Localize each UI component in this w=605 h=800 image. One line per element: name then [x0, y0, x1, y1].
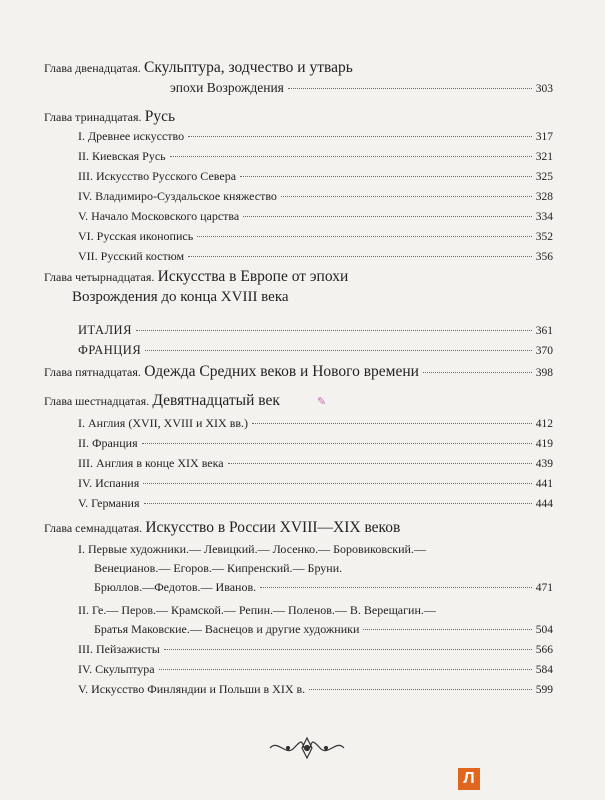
toc-entry[interactable] [44, 247, 553, 267]
chapter-label: Глава шестнадцатая. [44, 394, 150, 408]
toc-entry[interactable] [44, 578, 553, 598]
entry-title: IV. Испания [78, 476, 140, 490]
leader-dots [145, 350, 532, 351]
entry-title: I. Англия (XVII, XVIII и XIX вв.) [78, 416, 249, 430]
chapter-14 [44, 267, 553, 361]
leader-dots [188, 136, 532, 137]
toc-entry[interactable] [44, 494, 553, 514]
entry-title: VI. Русская иконопись [78, 229, 194, 243]
leader-dots [363, 629, 531, 630]
page-number: 471 [535, 582, 553, 594]
toc-entry[interactable] [44, 362, 553, 383]
leader-dots [281, 196, 532, 197]
entry-line: II. Ге.— Перов.— Крамской.— Репин.— Поленов.— В. Верещагин.— [78, 603, 436, 617]
leader-dots [243, 216, 532, 217]
chapter-title-continued: Возрождения до конца XVIII века [72, 289, 289, 305]
page-number: 566 [535, 644, 553, 656]
page-number: 412 [535, 418, 553, 430]
chapter-title: Одежда Средних веков и Нового времени [144, 363, 419, 380]
entry-line: I. Первые художники.— Левицкий.— Лосенко.— Боровиковский.— [78, 542, 426, 556]
toc-entry[interactable] [44, 321, 553, 341]
page-number: 444 [535, 498, 553, 510]
chapter-title: Девятнадцатый век [152, 392, 280, 409]
toc-entry[interactable] [44, 660, 553, 680]
chapter-label: Глава двенадцатая. [44, 61, 141, 75]
chapter-heading [44, 58, 553, 78]
chapter-title: Искусство в России XVIII—XIX веков [145, 519, 401, 536]
entry-title: V. Искусство Финляндии и Польши в XIX в. [78, 682, 306, 696]
toc-entry[interactable] [44, 640, 553, 660]
page-number: 328 [535, 191, 553, 203]
entry-title: V. Начало Московского царства [78, 209, 240, 223]
leader-dots [309, 689, 532, 690]
page-number: 317 [535, 131, 553, 143]
page-number: 361 [535, 325, 553, 337]
entry-title: ФРАНЦИЯ [78, 343, 142, 357]
leader-dots [188, 256, 532, 257]
leader-dots [159, 669, 532, 670]
toc-entry[interactable] [44, 434, 553, 454]
page-number: 303 [535, 83, 553, 95]
leader-dots [240, 176, 532, 177]
entry-title: Братья Маковские.— Васнецов и другие художники [94, 622, 360, 636]
entry-title: эпохи Возрождения [170, 80, 284, 95]
toc-entry[interactable] [44, 414, 553, 434]
page-number: 419 [535, 438, 553, 450]
toc-entry[interactable] [44, 187, 553, 207]
leader-dots [143, 483, 532, 484]
entry-title: II. Киевская Русь [78, 149, 166, 163]
entry-title: V. Германия [78, 496, 140, 510]
entry-title: III. Англия в конце XIX века [78, 456, 224, 470]
entry-title: IV. Владимиро-Суздальское княжество [78, 189, 277, 203]
chapter-label: Глава четырнадцатая. [44, 270, 155, 284]
page-number: 321 [535, 151, 553, 163]
page-number: 398 [535, 367, 553, 379]
pen-mark-icon: ✎ [317, 395, 327, 408]
entry-title: III. Пейзажисты [78, 642, 160, 656]
toc-entry[interactable] [44, 227, 553, 247]
leader-dots [144, 503, 532, 504]
leader-dots [228, 463, 532, 464]
chapter-title: Русь [144, 108, 176, 125]
chapter-label: Глава пятнадцатая. [44, 365, 141, 379]
leader-dots [170, 156, 532, 157]
chapter-12 [44, 58, 553, 99]
toc-entry[interactable] [44, 78, 553, 99]
chapter-heading [44, 107, 553, 127]
chapter-15 [44, 362, 553, 383]
leader-dots [142, 443, 532, 444]
toc-entry[interactable] [44, 127, 553, 147]
page-number: 599 [535, 684, 553, 696]
page-number: 352 [535, 231, 553, 243]
chapter-title: Скульптура, зодчество и утварь [144, 59, 353, 76]
chapter-label: Глава тринадцатая. [44, 110, 142, 124]
chapter-heading [44, 267, 553, 287]
entry-title: IV. Скульптура [78, 662, 155, 676]
leader-dots [197, 236, 532, 237]
toc-entry[interactable] [44, 474, 553, 494]
page-number: 356 [535, 251, 553, 263]
chapter-16 [44, 391, 553, 514]
toc-entry[interactable] [44, 147, 553, 167]
leader-dots [288, 88, 532, 89]
entry-title: Брюллов.—Федотов.— Иванов. [94, 580, 257, 594]
chapter-title: Искусства в Европе от эпохи [157, 268, 349, 285]
page-number: 370 [535, 345, 553, 357]
entry-title: VII. Русский костюм [78, 249, 185, 263]
leader-dots [260, 587, 532, 588]
toc-entry[interactable] [44, 167, 553, 187]
publisher-logo-icon: Л [458, 768, 480, 790]
chapter-label: Глава семнадцатая. [44, 521, 143, 535]
entry-line: Венецианов.— Егоров.— Кипренский.— Бруни. [94, 561, 343, 575]
leader-dots [252, 423, 532, 424]
page-number: 334 [535, 211, 553, 223]
toc-entry[interactable] [44, 341, 553, 361]
toc-entry[interactable] [44, 207, 553, 227]
leader-dots [423, 372, 532, 373]
entry-title: ИТАЛИЯ [78, 323, 132, 337]
entry-title: III. Искусство Русского Севера [78, 169, 237, 183]
entry-title: II. Франция [78, 436, 138, 450]
entry-title: I. Древнее искусство [78, 129, 185, 143]
toc-entry[interactable] [44, 454, 553, 474]
page-number: 441 [535, 478, 553, 490]
page-number: 584 [535, 664, 553, 676]
chapter-13 [44, 107, 553, 267]
page-number: 439 [535, 458, 553, 470]
leader-dots [164, 649, 532, 650]
leader-dots [136, 330, 532, 331]
chapter-heading [44, 518, 553, 538]
page-number: 504 [535, 624, 553, 636]
chapter-17 [44, 518, 553, 700]
page-number: 325 [535, 171, 553, 183]
entry-title [44, 362, 419, 382]
ornament-icon [268, 735, 346, 761]
toc-entry[interactable] [44, 680, 553, 700]
chapter-heading [44, 391, 553, 411]
toc-entry[interactable] [44, 620, 553, 640]
